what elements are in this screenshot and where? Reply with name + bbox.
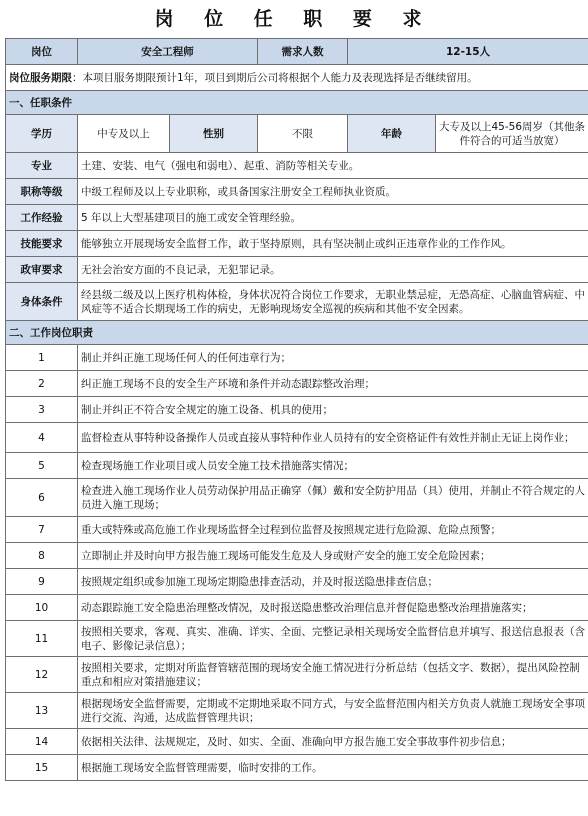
duty-number: 5 [6, 453, 78, 479]
duty-text: 动态跟踪施工安全隐患治理整改情况，及时报送隐患整改治理信息并督促隐患整改治理措施落实； [78, 595, 588, 621]
duty-text: 按照规定组织或参加施工现场定期隐患排查活动，并及时报送隐患排查信息； [78, 569, 588, 595]
professional-title-row [6, 179, 588, 205]
duty-row [6, 479, 588, 517]
requirements-table [5, 38, 588, 781]
duty-row [6, 569, 588, 595]
duty-number: 2 [6, 371, 78, 397]
duty-number: 6 [6, 479, 78, 517]
health-value: 经县级二级及以上医疗机构体检，身体状况符合岗位工作要求，无职业禁忌症，无恐高症、心脑血管病症、中风症等不适合长期现场工作的病史，无影响现场安全巡视的疾病和其他不安全因素。 [78, 283, 588, 321]
duty-row [6, 453, 588, 479]
header-row [6, 39, 588, 65]
duty-row [6, 543, 588, 569]
duty-row [6, 595, 588, 621]
health-row [6, 283, 588, 321]
political-review-label: 政审要求 [6, 257, 78, 283]
duty-row [6, 397, 588, 423]
headcount-label: 需求人数 [258, 39, 348, 65]
professional-title-label: 职称等级 [6, 179, 78, 205]
duty-text: 纠正施工现场不良的安全生产环境和条件并动态跟踪整改治理； [78, 371, 588, 397]
duty-text: 依据相关法律、法规规定，及时、如实、全面、准确向甲方报告施工安全事故事件初步信息； [78, 729, 588, 755]
headcount-value: 12-15人 [348, 39, 588, 65]
duty-number: 14 [6, 729, 78, 755]
duty-row [6, 693, 588, 729]
skill-row [6, 231, 588, 257]
duty-number: 15 [6, 755, 78, 781]
duty-text: 根据施工现场安全监督管理需要，临时安排的工作。 [78, 755, 588, 781]
service-period [6, 65, 588, 91]
education-row [6, 115, 588, 153]
duty-text: 立即制止并及时向甲方报告施工现场可能发生危及人身或财产安全的施工安全危险因素； [78, 543, 588, 569]
section-header-duties [6, 321, 588, 345]
duty-number: 7 [6, 517, 78, 543]
political-review-value: 无社会治安方面的不良记录，无犯罪记录。 [78, 257, 588, 283]
position-label: 岗位 [6, 39, 78, 65]
duty-number: 8 [6, 543, 78, 569]
age-label: 年龄 [348, 115, 436, 153]
age-value: 大专及以上45-56周岁（其他条件符合的可适当放宽） [436, 115, 588, 153]
skill-value: 能够独立开展现场安全监督工作，敢于坚持原则，具有坚决制止或纠正违章作业的工作作风。 [78, 231, 588, 257]
section-title: 二、工作岗位职责 [6, 321, 588, 345]
section-title: 一、任职条件 [6, 91, 588, 115]
duty-row [6, 657, 588, 693]
service-period-row [6, 65, 588, 91]
duty-row [6, 423, 588, 453]
service-period-label: 岗位服务期限 [9, 71, 72, 84]
duty-number: 11 [6, 621, 78, 657]
duty-number: 12 [6, 657, 78, 693]
section-header-conditions [6, 91, 588, 115]
duty-text: 制止并纠正不符合安全规定的施工设备、机具的使用； [78, 397, 588, 423]
major-label: 专业 [6, 153, 78, 179]
major-row [6, 153, 588, 179]
duty-number: 1 [6, 345, 78, 371]
duty-text: 监督检查从事特种设备操作人员或直接从事特种作业人员持有的安全资格证件有效性并制止无证上岗作业； [78, 423, 588, 453]
duty-text: 重大或特殊或高危施工作业现场监督全过程到位监督及按照规定进行危险源、危险点预警； [78, 517, 588, 543]
duty-number: 3 [6, 397, 78, 423]
experience-label: 工作经验 [6, 205, 78, 231]
duty-row [6, 371, 588, 397]
professional-title-value: 中级工程师及以上专业职称，或具备国家注册安全工程师执业资质。 [78, 179, 588, 205]
duty-text: 按照相关要求，客观、真实、准确、详实、全面、完整记录相关现场安全监督信息并填写、报送信息报表（含电子、影像记录信息）； [78, 621, 588, 657]
gender-value: 不限 [258, 115, 348, 153]
duty-row [6, 345, 588, 371]
duty-text: 制止并纠正施工现场任何人的任何违章行为； [78, 345, 588, 371]
duty-row [6, 755, 588, 781]
experience-row [6, 205, 588, 231]
duty-number: 4 [6, 423, 78, 453]
duty-row [6, 517, 588, 543]
duty-text: 检查进入施工现场作业人员劳动保护用品正确穿（佩）戴和安全防护用品（具）使用，并制止不符合规定的人员进入施工现场； [78, 479, 588, 517]
health-label: 身体条件 [6, 283, 78, 321]
political-review-row [6, 257, 588, 283]
duty-row [6, 621, 588, 657]
service-period-text: ：本项目服务期限预计1年，项目到期后公司将根据个人能力及表现选择是否继续留用。 [72, 71, 478, 84]
gender-label: 性别 [170, 115, 258, 153]
duty-number: 13 [6, 693, 78, 729]
position-value: 安全工程师 [78, 39, 258, 65]
duty-number: 9 [6, 569, 78, 595]
experience-value: 5 年以上大型基建项目的施工或安全管理经验。 [78, 205, 588, 231]
skill-label: 技能要求 [6, 231, 78, 257]
major-value: 土建、安装、电气（强电和弱电）、起重、消防等相关专业。 [78, 153, 588, 179]
duty-text: 检查现场施工作业项目或人员安全施工技术措施落实情况； [78, 453, 588, 479]
duty-number: 10 [6, 595, 78, 621]
page-title: 岗 位 任 职 要 求 [154, 8, 434, 30]
duty-row [6, 729, 588, 755]
duty-text: 根据现场安全监督需要，定期或不定期地采取不同方式，与安全监督范围内相关方负责人就施工现场安全事项进行交流、沟通，达成监督管理共识； [78, 693, 588, 729]
education-label: 学历 [6, 115, 78, 153]
education-value: 中专及以上 [78, 115, 170, 153]
duty-text: 按照相关要求，定期对所监督管辖范围的现场安全施工情况进行分析总结（包括文字、数据），提出风险控制重点和相应对策措施建议； [78, 657, 588, 693]
